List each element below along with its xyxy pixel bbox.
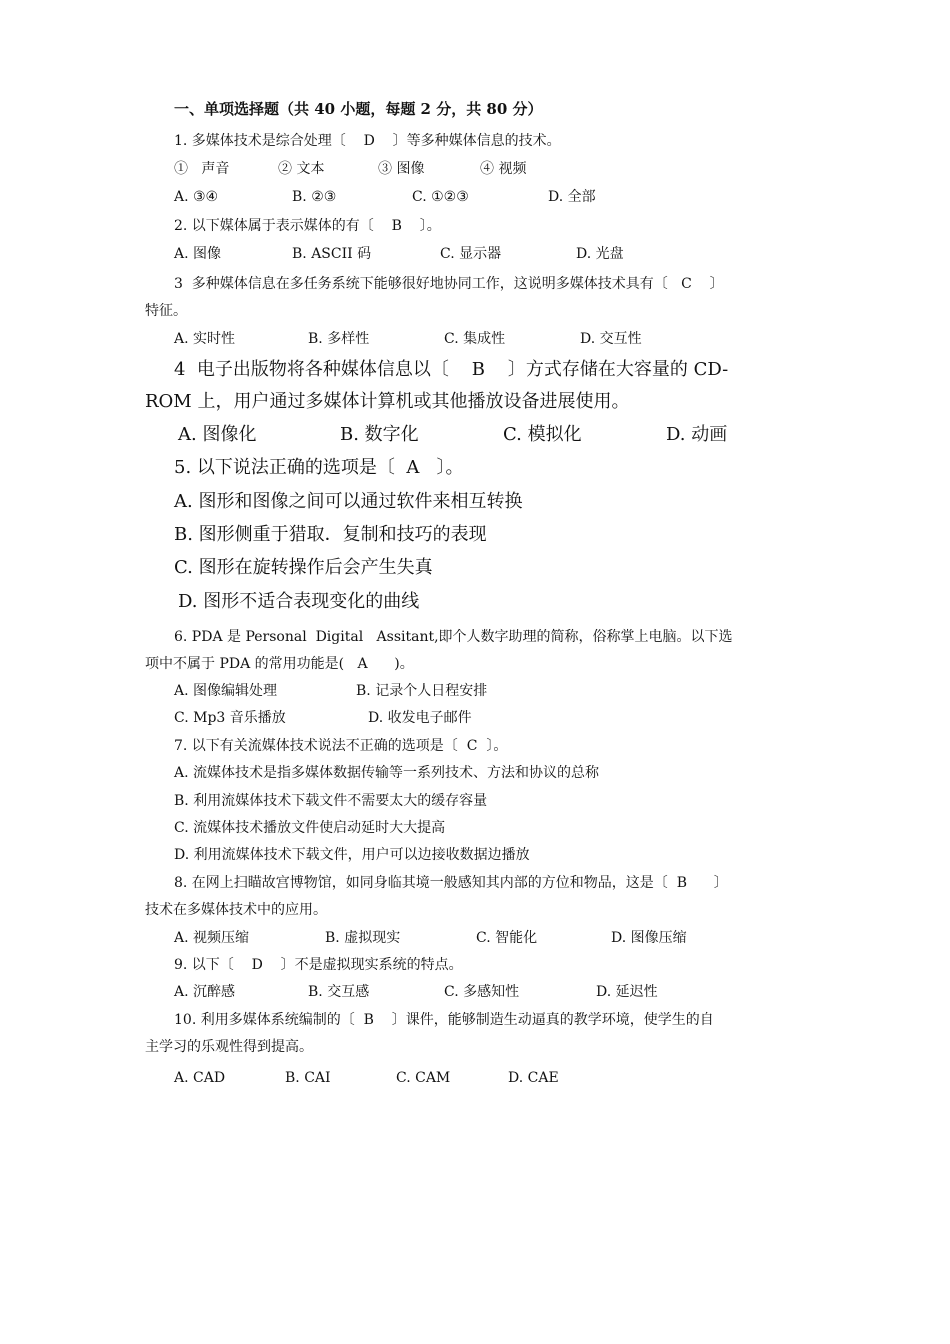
question-5-option-d: D. 图形不适合表现变化的曲线 (178, 591, 420, 612)
question-3-stem-line-1: 3 多种媒体信息在多任务系统下能够很好地协同工作，这说明多媒体技术具有〔 C 〕 (174, 276, 724, 292)
question-10-stem-line-2: 主学习的乐观性得到提高。 (145, 1039, 313, 1055)
question-10-option-c: C. CAM (396, 1070, 451, 1086)
question-4-option-c: C. 模拟化 (503, 424, 582, 445)
question-8-stem-line-2: 技术在多媒体技术中的应用。 (145, 902, 327, 918)
question-10-option-a: A. CAD (174, 1070, 226, 1086)
question-7-option-a: A. 流媒体技术是指多媒体数据传输等一系列技术、方法和协议的总称 (174, 765, 600, 781)
question-1-item: ③ 图像 (378, 161, 425, 177)
question-9-option-d: D. 延迟性 (596, 984, 658, 1000)
question-2-option-b: B. ASCII 码 (292, 246, 372, 262)
question-1-option-a: A. ③④ (174, 189, 219, 205)
question-4-option-b: B. 数字化 (340, 424, 419, 445)
question-5-option-a: A. 图形和图像之间可以通过软件来相互转换 (174, 491, 523, 512)
question-10-option-b: B. CAI (285, 1070, 331, 1086)
question-3-option-d: D. 交互性 (580, 331, 642, 347)
question-9-option-b: B. 交互感 (308, 984, 370, 1000)
question-1-option-b: B. ②③ (292, 189, 337, 205)
question-3-option-b: B. 多样性 (308, 331, 370, 347)
question-5-stem: 5. 以下说法正确的选项是〔 A 〕。 (174, 457, 464, 478)
question-3-option-a: A. 实时性 (174, 331, 236, 347)
question-8-option-c: C. 智能化 (476, 930, 538, 946)
question-2-option-a: A. 图像 (174, 246, 222, 262)
question-6-option-c: C. Mp3 音乐播放 (174, 710, 286, 726)
question-5-option-c: C. 图形在旋转操作后会产生失真 (174, 557, 433, 578)
question-7-option-b: B. 利用流媒体技术下载文件不需要太大的缓存容量 (174, 793, 488, 809)
question-8-option-a: A. 视频压缩 (174, 930, 250, 946)
question-6-stem-line-1: 6. PDA 是 Personal Digital Assitant,即个人数字助理的简称，俗称掌上电脑。以下选 (174, 629, 733, 645)
question-1-option-d: D. 全部 (548, 189, 596, 205)
question-3-option-c: C. 集成性 (444, 331, 506, 347)
question-9-stem: 9. 以下〔 D 〕不是虚拟现实系统的特点。 (174, 957, 463, 973)
question-7-stem: 7. 以下有关流媒体技术说法不正确的选项是〔 C 〕。 (174, 738, 508, 754)
question-1-option-c: C. ①②③ (412, 189, 469, 205)
question-1-item: ② 文本 (278, 161, 325, 177)
question-1-item: ④ 视频 (480, 161, 527, 177)
question-10-option-d: D. CAE (508, 1070, 559, 1086)
question-4-option-d: D. 动画 (666, 424, 728, 445)
question-7-option-c: C. 流媒体技术播放文件使启动延时大大提高 (174, 820, 446, 836)
question-6-option-a: A. 图像编辑处理 (174, 683, 278, 699)
question-2-option-d: D. 光盘 (576, 246, 624, 262)
question-10-stem-line-1: 10. 利用多媒体系统编制的〔 B 〕课件，能够制造生动逼真的教学环境，使学生的自 (174, 1012, 714, 1028)
question-4-option-a: A. 图像化 (178, 424, 257, 445)
question-1-item: ① 声音 (174, 161, 230, 177)
question-4-stem-line-2: ROM 上，用户通过多媒体计算机或其他播放设备进展使用。 (145, 391, 630, 412)
question-1-stem: 1. 多媒体技术是综合处理〔 D 〕等多种媒体信息的技术。 (174, 133, 561, 149)
question-8-stem-line-1: 8. 在网上扫瞄故宫博物馆，如同身临其境一般感知其内部的方位和物品，这是〔 B 〕 (174, 875, 728, 891)
question-2-option-c: C. 显示器 (440, 246, 502, 262)
section-title: 一、单项选择题（共 40 小题，每题 2 分，共 80 分） (174, 100, 543, 118)
question-6-option-b: B. 记录个人日程安排 (356, 683, 488, 699)
question-9-option-c: C. 多感知性 (444, 984, 520, 1000)
question-6-stem-line-2: 项中不属于 PDA 的常用功能是( A )。 (145, 656, 414, 672)
question-2-stem: 2. 以下媒体属于表示媒体的有〔 B 〕。 (174, 218, 441, 234)
question-8-option-d: D. 图像压缩 (611, 930, 687, 946)
question-5-option-b: B. 图形侧重于猎取．复制和技巧的表现 (174, 524, 487, 545)
question-4-stem-line-1: 4 电子出版物将各种媒体信息以〔 B 〕方式存储在大容量的 CD- (174, 359, 729, 380)
question-8-option-b: B. 虚拟现实 (325, 930, 401, 946)
question-3-stem-line-2: 特征。 (145, 303, 187, 319)
question-7-option-d: D. 利用流媒体技术下载文件，用户可以边接收数据边播放 (174, 847, 530, 863)
question-6-option-d: D. 收发电子邮件 (368, 710, 472, 726)
question-9-option-a: A. 沉醉感 (174, 984, 236, 1000)
